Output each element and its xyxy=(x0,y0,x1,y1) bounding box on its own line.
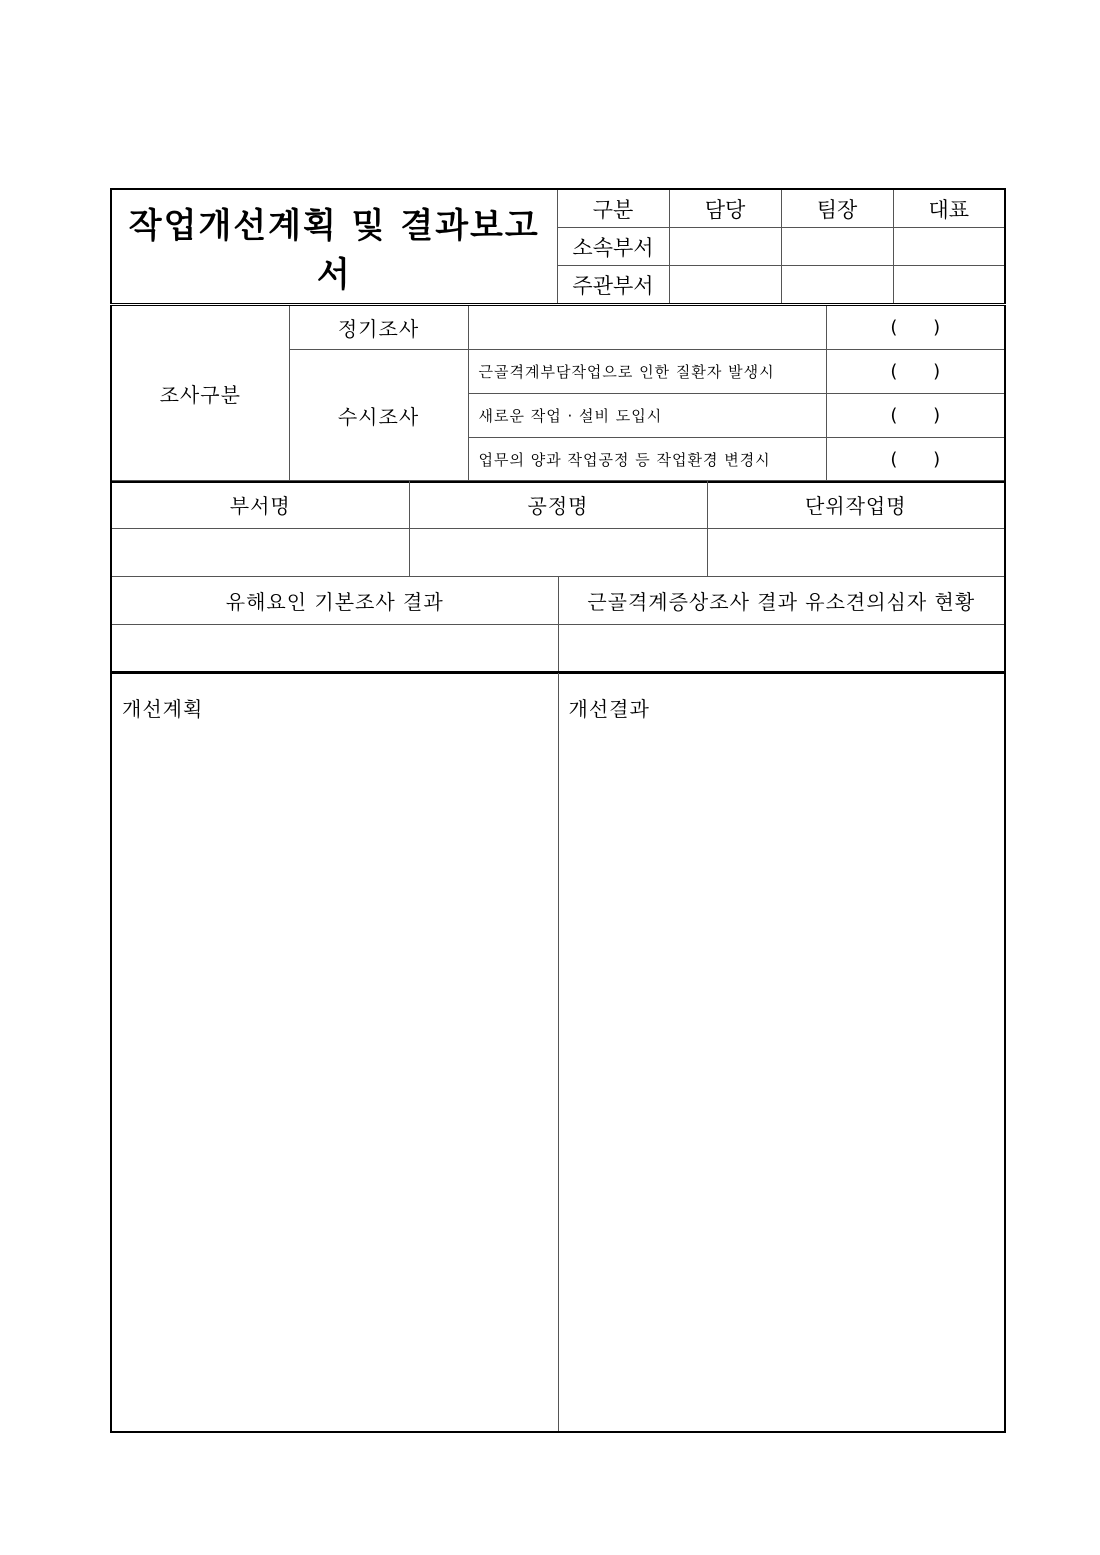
approval-header-team-leader: 팀장 xyxy=(781,189,893,228)
document-title: 작업개선계획 및 결과보고서 xyxy=(111,189,557,304)
sign-box-team-leader-2[interactable] xyxy=(781,266,893,304)
unit-task-name-field[interactable] xyxy=(707,529,1005,577)
department-name-field[interactable] xyxy=(111,529,409,577)
department-name-header: 부서명 xyxy=(111,481,409,529)
sign-box-staff-2[interactable] xyxy=(669,266,781,304)
regular-survey-checkbox[interactable]: ( ) xyxy=(826,305,1005,350)
improvement-plan-label: 개선계획 xyxy=(122,697,204,721)
survey-results-table xyxy=(110,576,1006,674)
approval-table xyxy=(110,188,1006,304)
occasional-item-disease: 근골격계부담작업으로 인한 질환자 발생시 xyxy=(468,350,826,394)
improvement-plan-area[interactable] xyxy=(111,672,558,1432)
occasional-survey-label: 수시조사 xyxy=(289,350,468,483)
improvement-result-area[interactable] xyxy=(558,672,1005,1432)
sign-box-staff-1[interactable] xyxy=(669,228,781,266)
occasional-item-new-equipment-checkbox[interactable]: ( ) xyxy=(826,394,1005,438)
approval-row-own-department: 소속부서 xyxy=(557,228,669,266)
sign-box-team-leader-1[interactable] xyxy=(781,228,893,266)
improvement-table xyxy=(110,671,1006,1433)
approval-header-ceo: 대표 xyxy=(893,189,1005,228)
symptom-survey-header: 근골격계증상조사 결과 유소견의심자 현황 xyxy=(558,577,1005,625)
unit-task-name-header: 단위작업명 xyxy=(707,481,1005,529)
hazard-basic-survey-field[interactable] xyxy=(111,625,558,674)
occasional-item-environment-change-checkbox[interactable]: ( ) xyxy=(826,438,1005,483)
improvement-result-label: 개선결과 xyxy=(568,697,650,721)
occasional-item-new-equipment: 새로운 작업 · 설비 도입시 xyxy=(468,394,826,438)
approval-header-category: 구분 xyxy=(557,189,669,228)
regular-survey-detail[interactable] xyxy=(468,305,826,350)
process-name-header: 공정명 xyxy=(409,481,707,529)
occasional-item-disease-checkbox[interactable]: ( ) xyxy=(826,350,1005,394)
sign-box-ceo-1[interactable] xyxy=(893,228,1005,266)
occasional-item-environment-change: 업무의 양과 작업공정 등 작업환경 변경시 xyxy=(468,438,826,483)
survey-type-table xyxy=(110,303,1006,483)
sign-box-ceo-2[interactable] xyxy=(893,266,1005,304)
task-name-table xyxy=(110,480,1006,577)
hazard-basic-survey-header: 유해요인 기본조사 결과 xyxy=(111,577,558,625)
approval-header-staff: 담당 xyxy=(669,189,781,228)
regular-survey-label: 정기조사 xyxy=(289,305,468,350)
survey-section-label: 조사구분 xyxy=(111,305,289,483)
approval-row-lead-department: 주관부서 xyxy=(557,266,669,304)
symptom-survey-field[interactable] xyxy=(558,625,1005,674)
process-name-field[interactable] xyxy=(409,529,707,577)
